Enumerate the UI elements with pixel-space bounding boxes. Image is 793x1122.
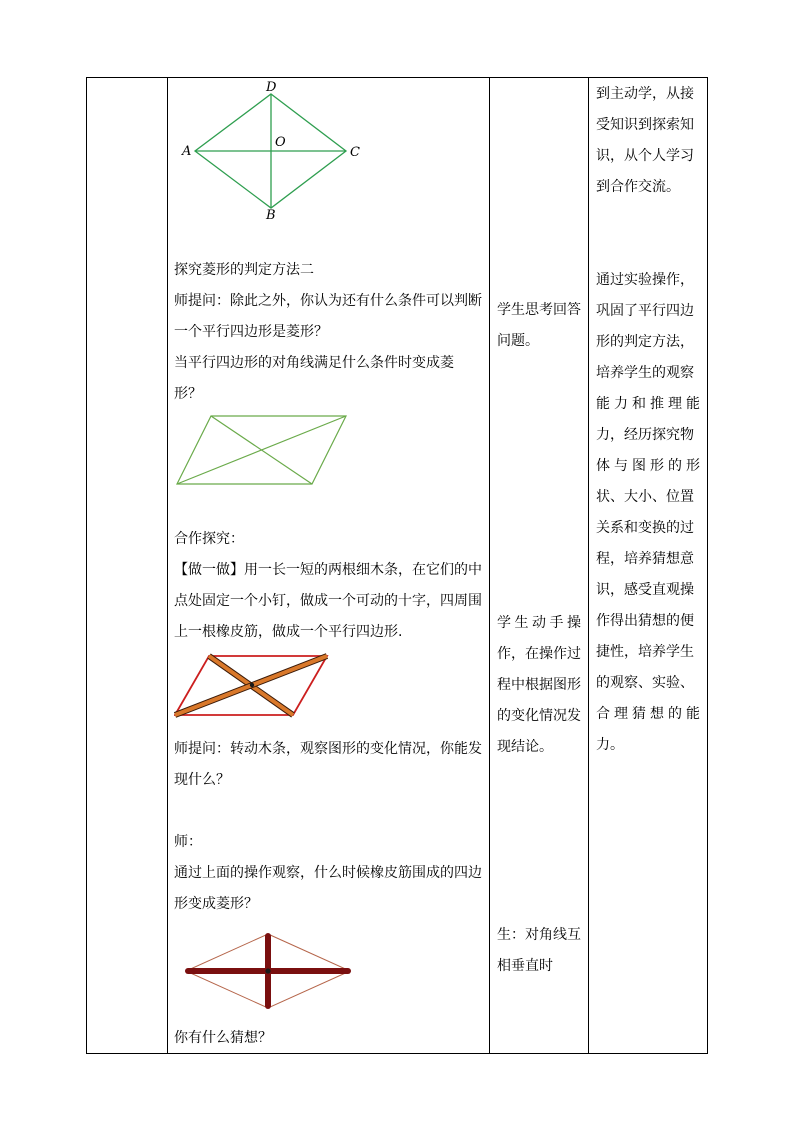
- student-activity-line-1-wrap: [497, 615, 581, 631]
- intent-2-line-6: 力，经历探究物: [596, 427, 694, 443]
- do-it-line-1: 【做一做】用一长一短的两根细木条，在它们的中: [174, 562, 482, 578]
- intent-1-line-4: 到合作交流。: [596, 179, 680, 195]
- center-label-o: O: [275, 135, 286, 150]
- intent-2-line-4: 培养学生的观察: [596, 365, 694, 381]
- intent-2-line-11: 识，感受直观操: [596, 582, 694, 598]
- intent-2-line-15: 合理猜想的能: [596, 706, 700, 722]
- vertex-label-b: B: [266, 208, 276, 222]
- intent-2-line-13: 捷性，培养学生: [596, 644, 694, 660]
- vertex-label-a: A: [182, 144, 192, 159]
- table-bottom-border: [86, 1053, 708, 1054]
- intent-2-line-5-wrap: [596, 396, 700, 412]
- table-col-border-4: [588, 77, 589, 1054]
- pivot-nail: [250, 683, 254, 687]
- teacher-question-1-line-1: 师提问：除此之外，你认为还有什么条件可以判断: [174, 293, 482, 309]
- intent-2-line-7-wrap: [596, 458, 700, 474]
- table-col-border-3: [489, 77, 490, 1054]
- parallelogram-diagonals-figure: [174, 412, 352, 488]
- do-it-line-2: 点处固定一个小钉，做成一个可动的十字，四周围: [174, 593, 482, 609]
- student-answer-1-line-1: 学生思考回答: [497, 302, 581, 318]
- question-2-line-2: 形？: [174, 386, 202, 402]
- question-4-line-2: 形变成菱形？: [174, 896, 258, 912]
- question-2-line-1: 当平行四边形的对角线满足什么条件时变成菱: [174, 355, 454, 371]
- intent-2-line-3: 形的判定方法，: [596, 334, 694, 350]
- center-nail: [265, 968, 270, 973]
- cooperative-heading: 合作探究：: [174, 531, 244, 547]
- teacher-question-1-line-2: 一个平行四边形是菱形？: [174, 324, 328, 340]
- table-top-border: [86, 77, 708, 78]
- intent-2-line-5: 能力和推理能: [596, 396, 700, 412]
- guess-question: 你有什么猜想？: [174, 1030, 272, 1046]
- vertex-label-d: D: [266, 80, 277, 95]
- intent-2-line-16: 力。: [596, 737, 624, 753]
- intent-2-line-7: 体与图形的形: [596, 458, 700, 474]
- teacher-question-3-line-2: 现什么？: [174, 772, 230, 788]
- intent-1-line-3: 识，从个人学习: [596, 148, 694, 164]
- intent-1-line-1: 到主动学，从接: [596, 86, 694, 102]
- student-answer-3-line-2: 相垂直时: [497, 958, 553, 974]
- table-col-border-2: [167, 77, 168, 1054]
- intent-2-line-10: 程，培养猜想意: [596, 551, 694, 567]
- vertex-label-c: C: [350, 145, 360, 160]
- intent-2-line-9: 关系和变换的过: [596, 520, 694, 536]
- student-activity-line-5: 现结论。: [497, 739, 553, 755]
- teacher-label: 师：: [174, 834, 202, 850]
- perpendicular-cross-rhombus-figure: [182, 932, 354, 1010]
- question-4-line-1: 通过上面的操作观察，什么时候橡皮筋围成的四边: [174, 865, 482, 881]
- student-answer-3-line-1: 生：对角线互: [497, 927, 581, 943]
- do-it-line-3: 上一根橡皮筋，做成一个平行四边形.: [174, 624, 403, 640]
- student-activity-line-2: 作，在操作过: [497, 646, 581, 662]
- intent-1-line-2: 受知识到探索知: [596, 117, 694, 133]
- student-activity-line-3: 程中根据图形: [497, 677, 581, 693]
- heading-method-two: 探究菱形的判定方法二: [174, 262, 314, 278]
- stick-cross-parallelogram-figure: [174, 652, 332, 718]
- student-answer-1-line-2: 问题。: [497, 333, 539, 349]
- intent-2-line-8: 状、大小、位置: [596, 489, 694, 505]
- teacher-question-3-line-1: 师提问：转动木条，观察图形的变化情况，你能发: [174, 741, 482, 757]
- parallelogram-diagonal-2: [177, 416, 346, 484]
- intent-2-line-15-wrap: [596, 706, 700, 722]
- intent-2-line-1: 通过实验操作，: [596, 272, 694, 288]
- table-col-border-5: [707, 77, 708, 1054]
- student-activity-line-1: 学生动手操: [497, 615, 581, 631]
- intent-2-line-14: 的观察、实验、: [596, 675, 694, 691]
- rhombus-abcd-figure: [176, 80, 366, 222]
- student-activity-line-4: 的变化情况发: [497, 708, 581, 724]
- intent-2-line-2: 巩固了平行四边: [596, 303, 694, 319]
- table-col-border-1: [86, 77, 87, 1054]
- intent-2-line-12: 作得出猜想的便: [596, 613, 694, 629]
